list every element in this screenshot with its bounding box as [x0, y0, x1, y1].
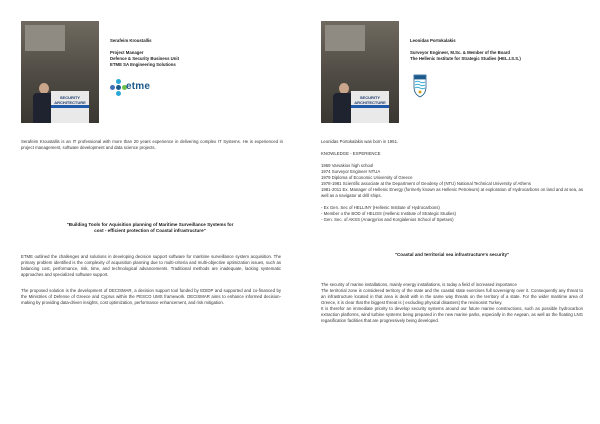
- bio-right: [321, 139, 583, 223]
- heliss-shield-logo: [412, 72, 428, 98]
- born-line: Leonidas Portokalakis was born in 1951.: [321, 139, 399, 144]
- abstract-paragraph: The security of marine installations, mainly energy installations, is today a field of increased importance: [321, 282, 517, 287]
- speaker-name: Serafeim Kroustallis: [110, 38, 152, 43]
- speaker-role: Defence & Security Business Unit: [110, 56, 180, 61]
- etme-logo: [110, 77, 156, 99]
- position-item: - Member o the BOD of HELISS (Hellenic Institute of Strategic Studies): [321, 211, 456, 216]
- talk-title-line: "Building Tools for Aquisition planning of Maritime Surveillance Systems for: [66, 222, 234, 227]
- knowledge-item: 1981-2011 Ex. Manager of Hellenic Energy (formerly known as Hellenic Petroleum) at exploration of Hydrocarbons on land and at sea, as well as a navigator at drill ships.: [321, 187, 583, 198]
- podium-stripe: [351, 105, 389, 108]
- etme-logo-word: etme: [126, 81, 151, 92]
- speaker-role: The Hellenic Institute for Strategic Studies (HEL.I.S.S.): [410, 56, 521, 61]
- position-item: - Gen. Sec. of AKSS (Anargyrios and Korgialenios School of Spetses): [321, 217, 454, 222]
- speaker-photo-right: [321, 21, 399, 123]
- abstract-paragraph: The territorial zone is considered territory of the state and the coastal state exercises full sovereignty over it. Consequently any threat to an infrastructure located in that area is dealt with in the same way threats on the territory of a state. For the wider maritime area of Greece, it is clear that the biggest threat is ( excluding physical disasters) the revisionist Turkey.: [321, 288, 583, 305]
- knowledge-item: 1969 Varvakios high school: [321, 163, 374, 168]
- abstract-right: [321, 282, 583, 324]
- podium-stripe: [51, 105, 89, 108]
- talk-title-line: cost - efficient protection of Coastal infrastructure": [94, 228, 206, 234]
- position-item: - Ex Gen. Sec of HELLINY (Hellenic Institute of Hydrocarbons): [321, 205, 440, 210]
- knowledge-item: 1979 Diploma of Economic University of Greece: [321, 175, 413, 180]
- abstract-paragraph: It is therefor an immediate priority to develop security systems around our future marine constructions, such as possible hydrocarbon extraction platforms, wind turbine systems being prepared in the new marine parks, especially in the Aegean, as well as the floating LNG regasification facilities that are progressively being developed.: [321, 306, 583, 323]
- talk-title-right: "Coastal and territorial sea infrastructure's security": [394, 252, 510, 257]
- speaker-role: Surveyor Engineer, M.Sc. & Member of the Board: [410, 50, 511, 55]
- podium-label: SECURITY ARCHITECTURE: [354, 95, 386, 105]
- bio-left: Serafeim Kroustallis is an IT professional with more than 20 years experience in delivering complex IT Systems. He is experienced in project management, software development and data science projects.: [21, 139, 283, 150]
- speaker-role: Project Manager: [110, 50, 144, 55]
- speaker-name: Leonidas Portokalakis: [410, 38, 456, 43]
- knowledge-heading: KNOWLEDGE - EXPERIENCE: [321, 151, 381, 156]
- speaker-role: ETME SA Engineering Solutions: [110, 62, 176, 67]
- talk-title-left: [24, 222, 276, 235]
- projection-screen: [25, 25, 65, 51]
- abstract-left-p1: ETME outlined the challenges and solutions in developing decision support software for maritime surveillance system acquisition. The primary problem identified is the complexity of acquisition planning due to multi-criteria and multi-objective optimization issues, such as balancing cost, performance, risk, time, and technological advancements. Traditional methods are inadequate, lacking systematic approaches and specialized software support.: [21, 254, 281, 277]
- projection-screen: [325, 25, 365, 51]
- speaker-photo-left: [21, 21, 99, 123]
- knowledge-item: 1974 Surveyor Engineer NTUA: [321, 169, 381, 174]
- knowledge-item: 1978-1981 Scientific associate at the Department of Geodesy of (NTU) National Technical University of Athens: [321, 181, 531, 186]
- speaker-info-left: [110, 38, 210, 68]
- abstract-left-p2: The proposed solution is the development of DECISMAR, a decision support tool funded by EDIDP and supported and co-financed by the Ministries of Defense of Greece and Cyprus within the PESCO UMS framework. DECISMAR aims to enhance informed decision-making by providing data-driven insights, cost optimization, performance enhancement, and risk mitigation.: [21, 288, 281, 305]
- podium-label: SECURITY ARCHITECTURE: [54, 95, 86, 105]
- speaker-info-right: [410, 38, 580, 62]
